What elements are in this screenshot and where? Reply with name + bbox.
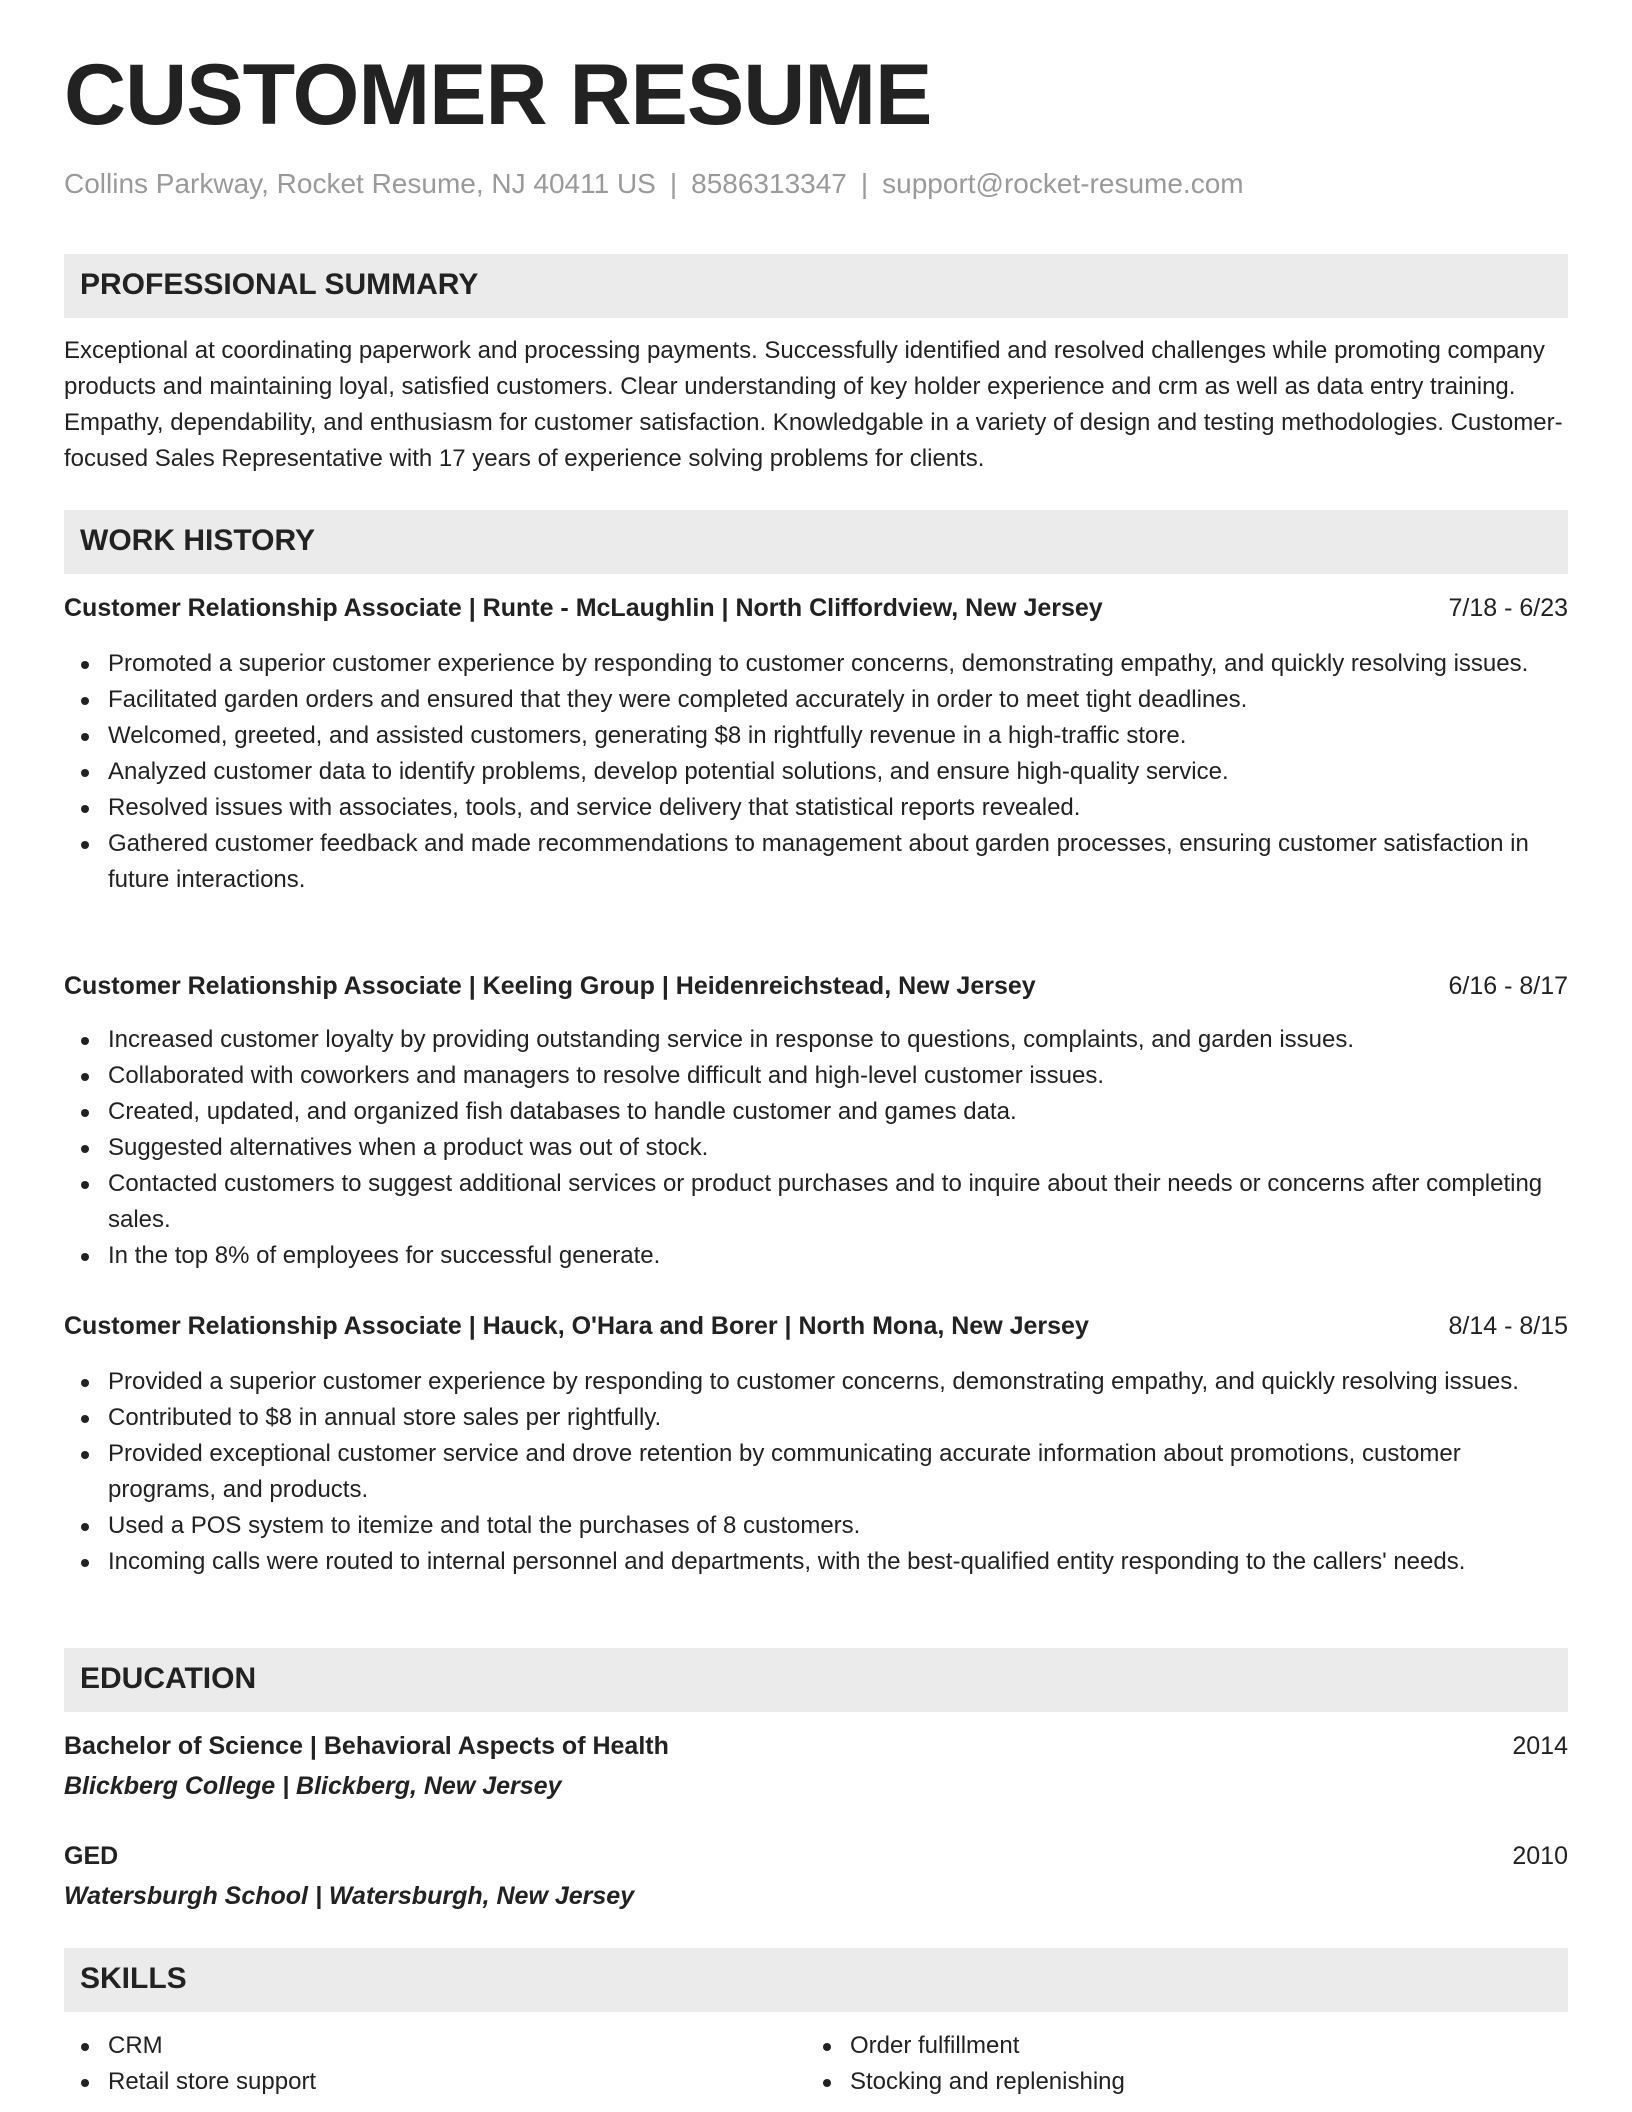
- job-bullet: Promoted a superior customer experience by responding to customer concerns, demonstrating empathy, and quickly resolving issues.: [108, 646, 1568, 682]
- job-bullet: Facilitated garden orders and ensured that they were completed accurately in order to meet tight deadlines.: [108, 682, 1568, 718]
- education-year: 2010: [1512, 1842, 1568, 1870]
- job-bullets: [64, 1364, 1568, 1580]
- contact-phone: 8586313347: [691, 168, 847, 199]
- section-heading: EDUCATION: [80, 1662, 257, 1695]
- job-bullet: Provided exceptional customer service and drove retention by communicating accurate information about promotions, customer programs, and products.: [108, 1436, 1568, 1508]
- job-bullet: Contributed to $8 in annual store sales per rightfully.: [108, 1400, 1568, 1436]
- job-title: Customer Relationship Associate | Hauck, O'Hara and Borer | North Mona, New Jersey: [64, 1312, 1089, 1340]
- section-header-education: [64, 1648, 1568, 1712]
- section-heading: PROFESSIONAL SUMMARY: [80, 268, 479, 301]
- job-bullet: Used a POS system to itemize and total the purchases of 8 customers.: [108, 1508, 1568, 1544]
- contact-line: [64, 168, 1244, 200]
- resume-name: CUSTOMER RESUME: [64, 47, 932, 143]
- skill-item: Order fulfillment: [850, 2028, 1506, 2064]
- summary-text: Exceptional at coordinating paperwork and processing payments. Successfully identified and resolved challenges while promoting company products and maintaining loyal, satisfied customers. Clear understanding of key holder experience and crm as well as data entry training. Empathy, dependability, and enthusiasm for customer satisfaction. Knowledgable in a variety of design and testing methodologies. Customer-focused Sales Representative with 17 years of experience solving problems for clients.: [64, 337, 1563, 472]
- job-bullet: Welcomed, greeted, and assisted customers, generating $8 in rightfully revenue in a high-traffic store.: [108, 718, 1568, 754]
- job-bullet: In the top 8% of employees for successful generate.: [108, 1238, 1568, 1274]
- education-school: Blickberg College | Blickberg, New Jersey: [64, 1772, 562, 1800]
- section-heading: WORK HISTORY: [80, 524, 316, 557]
- job-bullet: Incoming calls were routed to internal personnel and departments, with the best-qualified entity responding to the callers' needs.: [108, 1544, 1568, 1580]
- job-bullet: Increased customer loyalty by providing outstanding service in response to questions, complaints, and garden issues.: [108, 1022, 1568, 1058]
- job-bullet: Suggested alternatives when a product was out of stock.: [108, 1130, 1568, 1166]
- job-bullet: Gathered customer feedback and made recommendations to management about garden processes, ensuring customer satisfaction in future interactions.: [108, 826, 1568, 898]
- job-dates: 7/18 - 6/23: [1448, 594, 1568, 622]
- job-dates: 6/16 - 8/17: [1448, 972, 1568, 1000]
- skills-list-right: [806, 2028, 1506, 2100]
- skills-list-left: [64, 2028, 764, 2100]
- section-header-skills: [64, 1948, 1568, 2012]
- job-bullet: Collaborated with coworkers and managers to resolve difficult and high-level customer issues.: [108, 1058, 1568, 1094]
- education-degree: GED: [64, 1842, 119, 1870]
- job-dates: 8/14 - 8/15: [1448, 1312, 1568, 1340]
- job-bullet: Created, updated, and organized fish databases to handle customer and games data.: [108, 1094, 1568, 1130]
- skill-item: CRM: [108, 2028, 764, 2064]
- contact-separator: |: [669, 168, 678, 199]
- contact-address: Collins Parkway, Rocket Resume, NJ 40411 US: [64, 168, 656, 199]
- skill-item: Retail store support: [108, 2064, 764, 2100]
- education-degree: Bachelor of Science | Behavioral Aspects of Health: [64, 1732, 669, 1760]
- job-title: Customer Relationship Associate | Keeling Group | Heidenreichstead, New Jersey: [64, 972, 1036, 1000]
- job-bullet: Provided a superior customer experience by responding to customer concerns, demonstrating empathy, and quickly resolving issues.: [108, 1364, 1568, 1400]
- job-bullets: [64, 1022, 1568, 1274]
- contact-separator: |: [860, 168, 869, 199]
- section-header-work: [64, 510, 1568, 574]
- education-school: Watersburgh School | Watersburgh, New Jersey: [64, 1882, 635, 1910]
- job-title: Customer Relationship Associate | Runte - McLaughlin | North Cliffordview, New Jersey: [64, 594, 1103, 622]
- job-bullet: Contacted customers to suggest additional services or product purchases and to inquire about their needs or concerns after completing sales.: [108, 1166, 1568, 1238]
- contact-email: support@rocket-resume.com: [882, 168, 1244, 199]
- job-bullet: Resolved issues with associates, tools, and service delivery that statistical reports revealed.: [108, 790, 1568, 826]
- job-bullets: [64, 646, 1568, 898]
- job-bullet: Analyzed customer data to identify problems, develop potential solutions, and ensure high-quality service.: [108, 754, 1568, 790]
- education-year: 2014: [1512, 1732, 1568, 1760]
- skill-item: Stocking and replenishing: [850, 2064, 1506, 2100]
- section-heading: SKILLS: [80, 1962, 187, 1995]
- section-header-summary: [64, 254, 1568, 318]
